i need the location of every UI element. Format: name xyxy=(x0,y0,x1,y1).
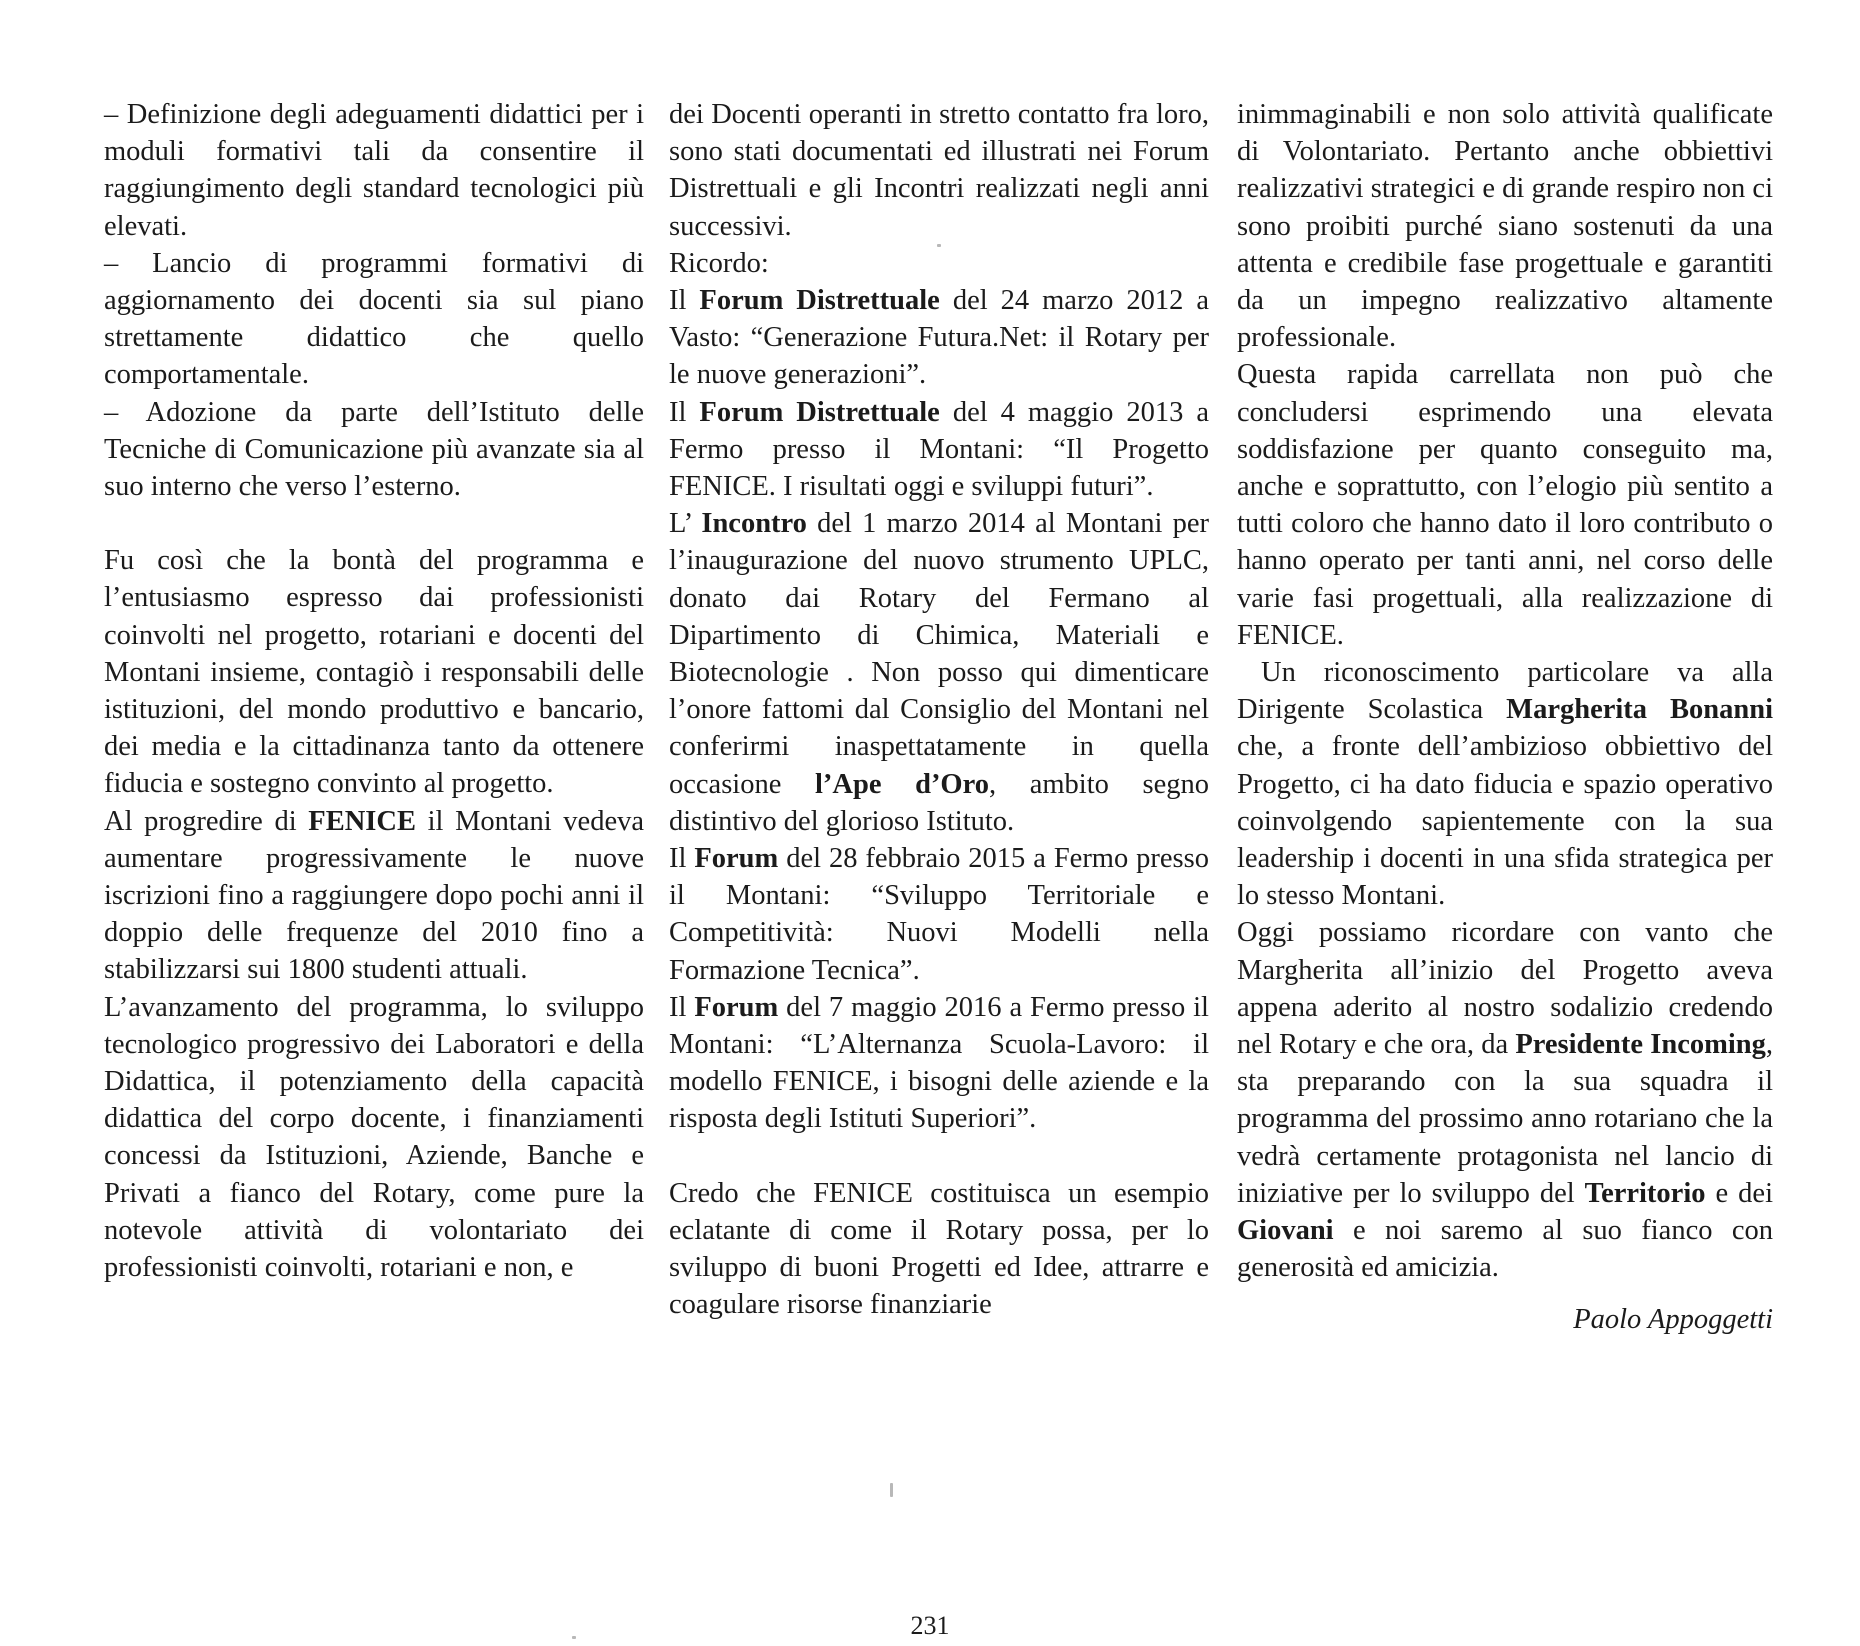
paragraph xyxy=(669,840,1209,989)
paragraph: Ricordo: xyxy=(669,247,769,279)
bold-text: Forum xyxy=(694,991,779,1023)
bold-text: Incontro xyxy=(701,508,807,540)
paragraph xyxy=(669,282,1209,394)
text-run: , ambito segno distintivo del glorioso Istituto. xyxy=(669,768,1210,837)
text-run: il Montani vedeva aumentare progressivamente le nuove iscrizioni fino a raggiungere dopo pochi anni il doppio delle frequenze del 2010 fino a stabilizzarsi sui 1800 studenti attuali. xyxy=(104,805,644,986)
author-signature: Paolo Appoggetti xyxy=(1573,1303,1773,1335)
page-number: 231 xyxy=(910,1611,950,1640)
paragraph xyxy=(1237,914,1773,1286)
text-run: Il xyxy=(669,396,700,428)
bold-text: FENICE xyxy=(308,805,416,837)
paragraph xyxy=(669,989,1209,1138)
text-run: del 1 marzo 2014 al Montani per l’inaugurazione del nuovo strumento UPLC, donato dai Rotary del Fermano al Dipartimento di Chimica, Materiali e Biotecnologie . Non posso qui dimenticare l’onore fattomi dal Consiglio del Montani nel conferirmi inaspettatamente in quella occasione xyxy=(669,508,1210,800)
paragraph xyxy=(1237,654,1773,914)
bold-text: Margherita Bonanni xyxy=(1506,694,1774,726)
text-run: Il xyxy=(669,843,695,875)
text-run: del 4 maggio 2013 a Fermo presso il Montani: “Il Progetto FENICE. I risultati oggi e sviluppi futuri”. xyxy=(669,396,1209,503)
paragraph xyxy=(669,394,1209,506)
text-run: del 24 marzo 2012 a Vasto: “Generazione Futura.Net: il Rotary per le nuove generazioni”. xyxy=(669,285,1209,391)
scan-speck xyxy=(937,244,941,247)
text-run: che, a fronte dell’ambizioso obbiettivo del Progetto, ci ha dato fiducia e spazio operativo coinvolgendo sapientemente con la sua leadership i docenti in una sfida strategica per lo stesso Montani. xyxy=(1237,731,1773,912)
text-column-2 xyxy=(669,96,1209,1324)
paragraph: L’avanzamento del programma, lo sviluppo tecnologico progressivo dei Laboratori e della Didattica, il potenziamento della capacità didattica del corpo docente, i finanziamenti concessi da Istituzioni, Aziende, Banche e Privati a fianco del Rotary, come pure la notevole attività di volontariato dei professionisti coinvolti, rotariani e non, e xyxy=(104,991,644,1284)
text-run: del 7 maggio 2016 a Fermo presso il Montani: “L’Alternanza Scuola-Lavoro: il modello FENICE, i bisogni delle aziende e la risposta degli Istituti Superiori”. xyxy=(669,991,1209,1135)
bold-text: Forum Distrettuale xyxy=(699,396,940,428)
bold-text: Presidente Incoming xyxy=(1515,1029,1766,1061)
paragraph xyxy=(669,505,1209,840)
text-column-3 xyxy=(1237,96,1773,1338)
bold-text: Forum Distrettuale xyxy=(699,285,940,317)
scan-speck xyxy=(890,1483,893,1497)
text-column-1 xyxy=(104,96,644,1286)
bold-text: l’Ape d’Oro xyxy=(814,768,989,800)
text-run: , sta preparando con la sua squadra il programma del prossimo anno rotariano che la vedrà certamente protagonista nel lancio di iniziative per lo sviluppo del xyxy=(1237,1029,1774,1209)
text-run: L’ xyxy=(669,508,702,540)
paragraph: – Lancio di programmi formativi di aggiornamento dei docenti sia sul piano strettamente didattico che quello comportamentale. xyxy=(104,247,644,391)
bold-text: Territorio xyxy=(1584,1177,1706,1209)
text-run: Oggi possiamo ricordare con vanto che Margherita all’inizio del Progetto aveva appena aderito al nostro sodalizio credendo nel Rotary e che ora, da xyxy=(1237,917,1773,1061)
text-run: e noi saremo al suo fianco con generosità ed amicizia. xyxy=(1237,1215,1773,1284)
paragraph: inimmaginabili e non solo attività qualificate di Volontariato. Pertanto anche obbiettivi realizzativi strategici e di grande respiro non ci sono proibiti purché siano sostenuti da una attenta e credibile fase progettuale e garantiti da un impegno realizzativo altamente professionale. xyxy=(1237,99,1773,354)
paragraph xyxy=(104,803,644,989)
text-run: Il xyxy=(669,991,695,1023)
paragraph: Credo che FENICE costituisca un esempio eclatante di come il Rotary possa, per lo sviluppo di buoni Progetti ed Idee, attrarre e coagulare risorse finanziarie xyxy=(669,1177,1209,1321)
paragraph: Fu così che la bontà del programma e l’entusiasmo espresso dai professionisti coinvolti nel progetto, rotariani e docenti del Montani insieme, contagiò i responsabili delle istituzioni, del mondo produttivo e bancario, dei media e la cittadinanza tanto da ottenere fiducia e sostegno convinto al progetto. xyxy=(104,545,644,800)
paragraph: – Adozione da parte dell’Istituto delle Tecniche di Comunicazione più avanzate sia al suo interno che verso l’esterno. xyxy=(104,396,644,503)
paragraph: Questa rapida carrellata non può che concludersi esprimendo una elevata soddisfazione per quanto conseguito ma, anche e soprattutto, con l’elogio più sentito a tutti coloro che hanno dato il loro contributo o hanno operato per tanti anni, nel corso delle varie fasi progettuali, alla realizzazione di FENICE. xyxy=(1237,359,1773,651)
bold-text: Forum xyxy=(694,843,779,875)
paragraph: – Definizione degli adeguamenti didattici per i moduli formativi tali da consentire il raggiungimento degli standard tecnologici più elevati. xyxy=(104,99,644,242)
bold-text: Giovani xyxy=(1237,1215,1334,1247)
text-run: Al progredire di xyxy=(104,805,309,837)
text-run: Un riconoscimento particolare va alla Dirigente Scolastica xyxy=(1237,657,1773,726)
text-run: Il xyxy=(669,285,700,317)
text-run: e dei xyxy=(1705,1177,1773,1209)
text-run: del 28 febbraio 2015 a Fermo presso il Montani: “Sviluppo Territoriale e Competitività: Nuovi Modelli nella Formazione Tecnica”. xyxy=(669,843,1209,986)
paragraph: dei Docenti operanti in stretto contatto fra loro, sono stati documentati ed illustrati nei Forum Distrettuali e gli Incontri realizzati negli anni successivi. xyxy=(669,99,1209,242)
